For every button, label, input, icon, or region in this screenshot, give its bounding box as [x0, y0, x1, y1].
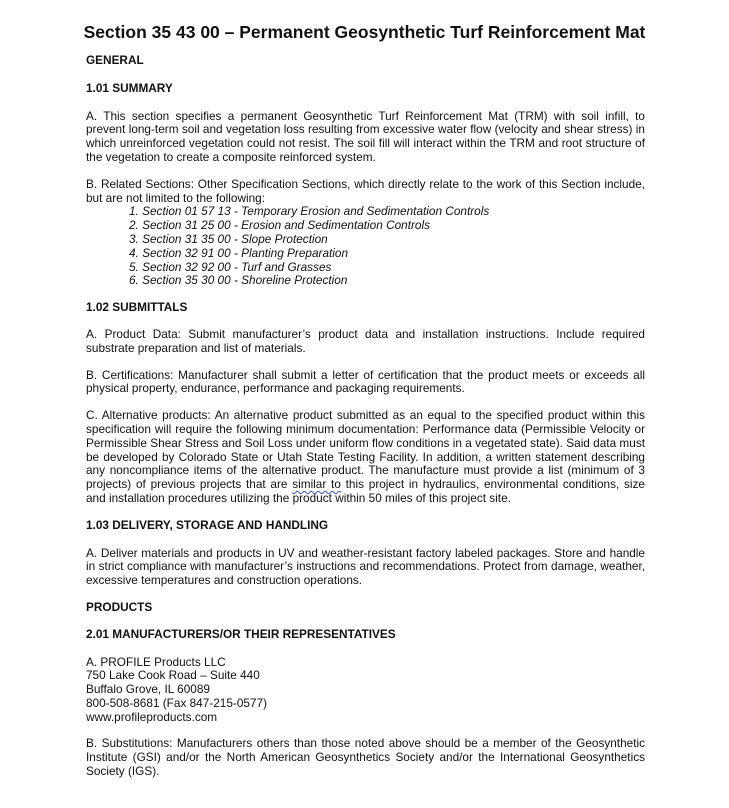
- list-item: 5. Section 32 92 00 - Turf and Grasses: [129, 259, 332, 274]
- list-item: 4. Section 32 91 00 - Planting Preparation: [129, 245, 349, 260]
- related-sections-list: [86, 205, 645, 288]
- submittals-paragraph-b: B. Certifications: Manufacturer shall submit a letter of certification that the product meets or exceeds all physical property, endurance, performance and packaging requirements.: [86, 367, 645, 396]
- document-body: [86, 54, 645, 779]
- delivery-paragraph-a: A. Deliver materials and products in UV and weather-resistant factory labeled packages. Store and handle in strict compliance with manufacturer’s instructions and recommendations. Protect from damage, weather, excessive temperatures and construction operations.: [86, 545, 645, 588]
- manufacturer-address: [86, 656, 645, 725]
- manufacturers-paragraph-b: B. Substitutions: Manufacturers others than those noted above should be a member of the Geosynthetic Institute (GSI) and/or the North American Geosynthetics Society and/or the International Geosynthetics Society (IGS).: [86, 736, 645, 779]
- list-item: 1. Section 01 57 13 - Temporary Erosion and Sedimentation Controls: [129, 204, 490, 219]
- general-heading: GENERAL: [86, 53, 144, 67]
- paragraph-text: C. Alternative products: An alternative product submitted as an equal to the specified product within this specification will require the following minimum documentation: Performance data (Permissible Velocity or Permissible Shear Stress and Soil Loss under uniform flow conditions in a vegetated state). Said data must be developed by Colorado State or Utah State Testing Facility. In addition, a written statement describing any noncompliance items of the alternative product. The manufacture must provide a list (minimum of 3 projects) of previous projects that are: [86, 408, 645, 492]
- list-item: 2. Section 31 25 00 - Erosion and Sedimentation Controls: [129, 218, 431, 233]
- list-item: 6. Section 35 30 00 - Shoreline Protection: [129, 273, 348, 288]
- website-link[interactable]: www.profileproducts.com: [86, 709, 218, 724]
- submittals-paragraph-c: [86, 409, 645, 506]
- summary-paragraph-b: B. Related Sections: Other Specification Sections, which directly relate to the work of this Section include, but are not limited to the following:: [86, 176, 645, 205]
- submittals-paragraph-a: A. Product Data: Submit manufacturer’s product data and installation instructions. Include required substrate preparation and list of materials.: [86, 326, 645, 355]
- address-line: 800-508-8681 (Fax 847-215-0577): [86, 695, 268, 710]
- page-title: Section 35 43 00 – Permanent Geosynthetic Turf Reinforcement Mat: [83, 22, 646, 42]
- address-line: Buffalo Grove, IL 60089: [86, 682, 210, 697]
- summary-heading: 1.01 SUMMARY: [86, 80, 173, 95]
- spellcheck-flag[interactable]: similar to: [292, 477, 341, 492]
- address-line: 750 Lake Cook Road – Suite 440: [86, 668, 260, 683]
- list-item: 3. Section 31 35 00 - Slope Protection: [129, 231, 328, 246]
- products-heading: PRODUCTS: [86, 599, 153, 614]
- submittals-heading: 1.02 SUBMITTALS: [86, 300, 188, 315]
- manufacturers-heading: 2.01 MANUFACTURERS/OR THEIR REPRESENTATIVES: [86, 626, 396, 641]
- summary-paragraph-a: A. This section specifies a permanent Geosynthetic Turf Reinforcement Mat (TRM) with soil infill, to prevent long-term soil and vegetation loss resulting from excessive water flow (velocity and shear stress) in which unreinforced vegetation could not resist. The soil fill will interact within the TRM and root structure of the vegetation to create a composite reinforced system.: [86, 108, 645, 164]
- address-line: A. PROFILE Products LLC: [86, 654, 226, 669]
- delivery-heading: 1.03 DELIVERY, STORAGE AND HANDLING: [86, 517, 329, 532]
- paragraph-text: this project in hydraulics, environmental conditions, size and installation procedures utilizing the product within 50 miles of this project site.: [86, 477, 645, 505]
